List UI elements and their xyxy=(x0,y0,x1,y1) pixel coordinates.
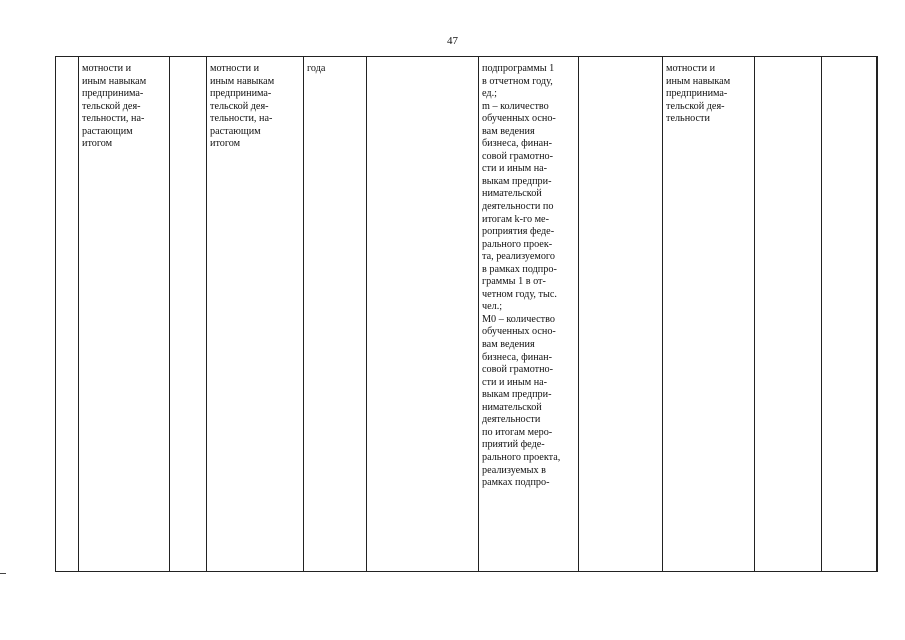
table-cell-2: мотности и иным навыкам предпринима- тельской дея- тельности, на- растающим итогом xyxy=(79,57,170,572)
indicator-table xyxy=(55,56,878,572)
table-cell-7: подпрограммы 1 в отчетном году, ед.; m – количество обученных осно- вам ведения бизнеса, финан- совой грамотно- сти и иным на- выкам предпри- нимательской деятельности по итогам k-го ме- роприятия феде- рального проек- та, реализуемого в рамках подпро- граммы 1 в от- четном году, тыс. чел.; M0 – количество обученных осно- вам ведения бизнеса, финан- совой грамотно- сти и иным на- выкам предпри- нимательской деятельности по итогам меро- приятий феде- рального проекта, реализуемых в рамках подпро- xyxy=(479,57,579,572)
table-cell-9: мотности и иным навыкам предпринима- тельской дея- тельности xyxy=(663,57,755,572)
page-number: 47 xyxy=(447,35,458,47)
table-cell-12 xyxy=(877,57,878,572)
margin-tick-mark xyxy=(0,573,6,574)
table-cell-4: мотности и иным навыкам предпринима- тельской дея- тельности, на- растающим итогом xyxy=(207,57,304,572)
table-cell-10 xyxy=(755,57,822,572)
table-cell-8 xyxy=(579,57,663,572)
table-cell-6 xyxy=(367,57,479,572)
table-cell-3 xyxy=(170,57,207,572)
table-row xyxy=(56,57,878,572)
table-cell-11 xyxy=(822,57,877,572)
table-cell-1 xyxy=(56,57,79,572)
table-cell-5: года xyxy=(304,57,367,572)
